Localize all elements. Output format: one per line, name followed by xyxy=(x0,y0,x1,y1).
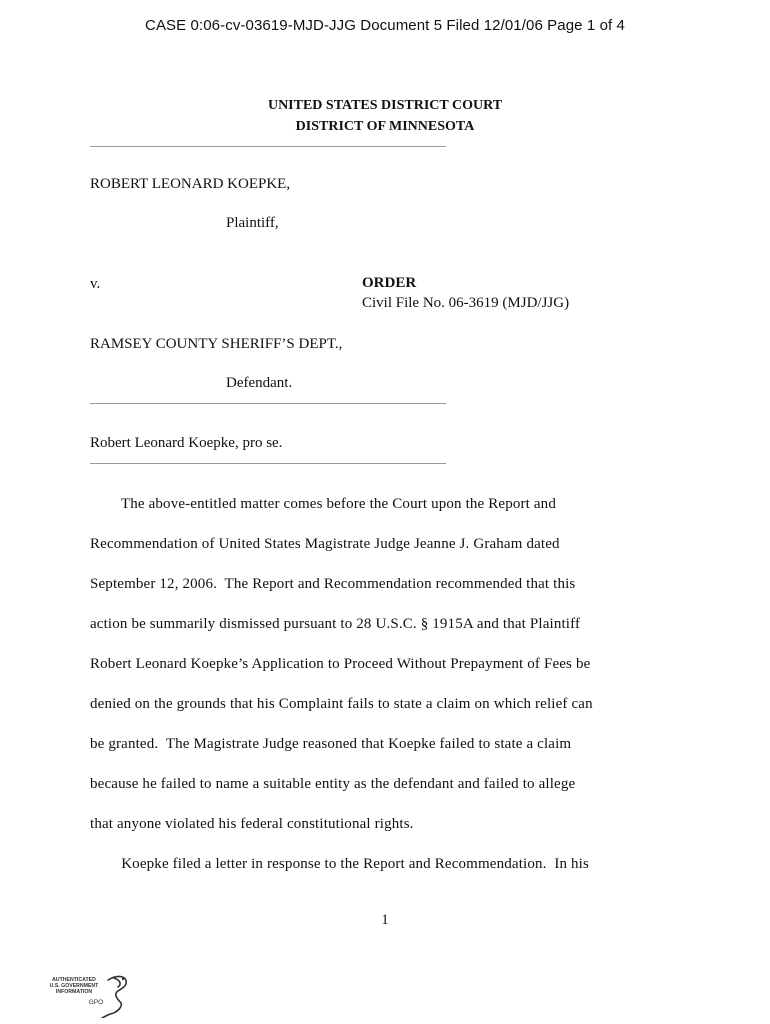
order-title: ORDER xyxy=(362,275,417,291)
page-number: 1 xyxy=(381,912,389,928)
plaintiff-name: ROBERT LEONARD KOEPKE, xyxy=(90,176,291,192)
court-district: DISTRICT OF MINNESOTA xyxy=(295,119,475,134)
defendant-role: Defendant. xyxy=(226,375,293,391)
eagle-mark xyxy=(102,977,126,1018)
seal-text-line3: INFORMATION xyxy=(55,989,93,995)
plaintiff-role: Plaintiff, xyxy=(226,215,279,231)
court-name: UNITED STATES DISTRICT COURT xyxy=(267,98,503,113)
body-text-line: The above-entitled matter comes before the Court upon the Report and xyxy=(90,496,556,512)
body-text-line: because he failed to name a suitable entity as the defendant and failed to allege xyxy=(90,776,576,792)
gpo-eagle-seal-icon xyxy=(44,972,134,1018)
seal-text-line2: U.S. GOVERNMENT xyxy=(49,983,99,989)
seal-text-line4: GPO xyxy=(88,999,104,1006)
ecf-header-stamp: CASE 0:06-cv-03619-MJD-JJG Document 5 Filed 12/01/06 Page 1 of 4 xyxy=(145,17,625,34)
court-heading xyxy=(0,95,770,137)
separator-rule: _______________________________________________________________ xyxy=(90,395,447,406)
separator-rule: _______________________________________________________________ xyxy=(90,138,447,149)
seal-text-line1: AUTHENTICATED xyxy=(52,977,96,983)
body-text-line: Robert Leonard Koepke’s Application to Proceed Without Prepayment of Fees be xyxy=(90,656,591,672)
versus-label: v. xyxy=(90,276,101,292)
appearance-line: Robert Leonard Koepke, pro se. xyxy=(90,435,283,451)
body-text-line: that anyone violated his federal constitutional rights. xyxy=(90,816,414,832)
eagle-eye xyxy=(122,978,124,980)
separator-rule: _______________________________________________________________ xyxy=(90,455,447,466)
body-text-line: be granted. The Magistrate Judge reasoned that Koepke failed to state a claim xyxy=(90,736,572,752)
body-text-line: action be summarily dismissed pursuant to 28 U.S.C. § 1915A and that Plaintiff xyxy=(90,616,581,632)
body-text-line: denied on the grounds that his Complaint fails to state a claim on which relief can xyxy=(90,696,593,712)
civil-file-number: Civil File No. 06-3619 (MJD/JJG) xyxy=(362,295,570,311)
body-text-line: Recommendation of United States Magistrate Judge Jeanne J. Graham dated xyxy=(90,536,560,552)
body-text-line: September 12, 2006. The Report and Recommendation recommended that this xyxy=(90,576,576,592)
body-text-line: Koepke filed a letter in response to the Report and Recommendation. In his xyxy=(90,856,589,872)
defendant-name: RAMSEY COUNTY SHERIFF’S DEPT., xyxy=(90,336,343,352)
